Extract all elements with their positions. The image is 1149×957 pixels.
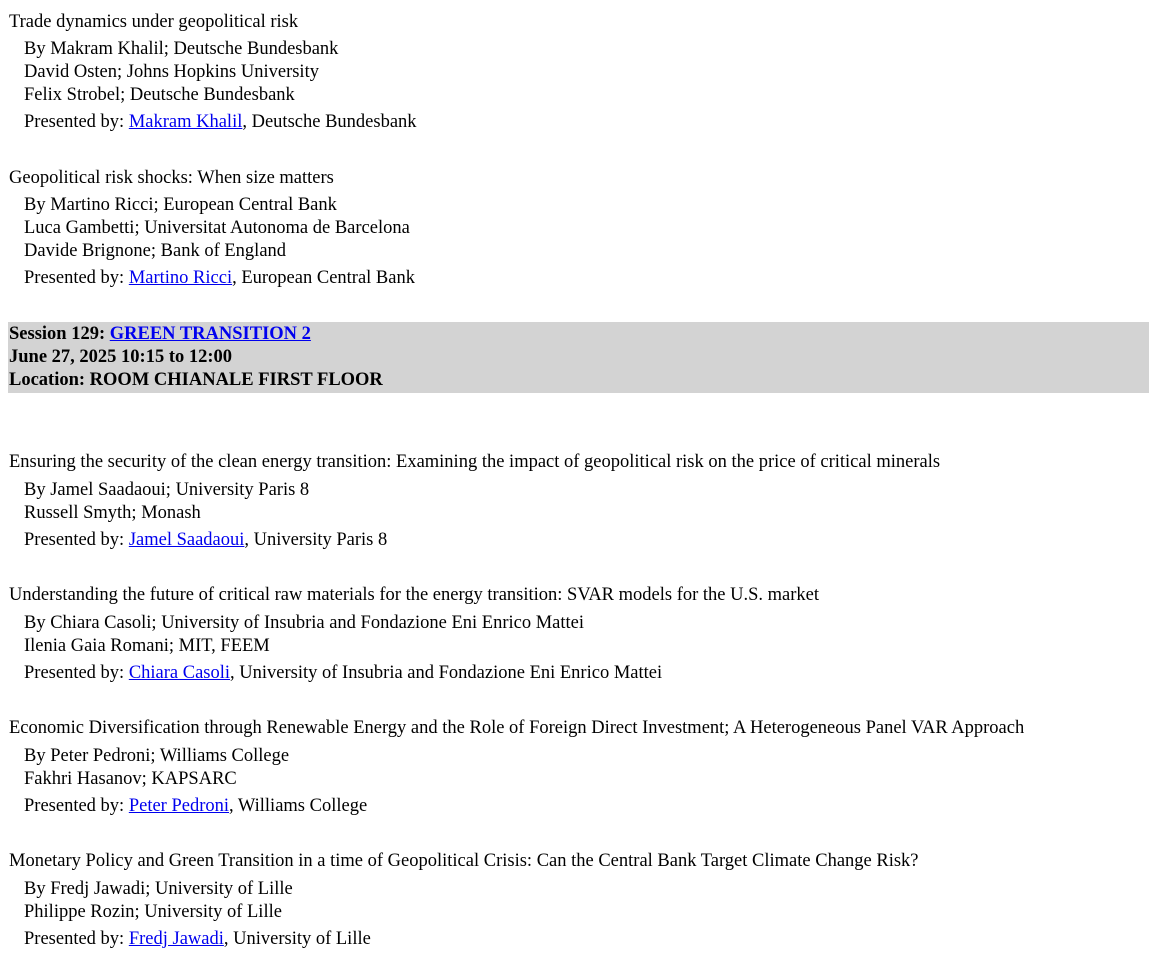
author-line: David Osten; Johns Hopkins University xyxy=(24,62,319,82)
author-line: Fakhri Hasanov; KAPSARC xyxy=(24,769,237,789)
session-number: Session 129: xyxy=(9,324,110,344)
author-line: By Martino Ricci; European Central Bank xyxy=(24,195,337,215)
presenter-link[interactable]: Makram Khalil xyxy=(128,112,243,132)
author-line: Russell Smyth; Monash xyxy=(24,503,201,523)
paper-entry xyxy=(9,451,1144,552)
author-line: Davide Brignone; Bank of England xyxy=(24,241,287,261)
author-line: By Chiara Casoli; University of Insubria and Fondazione Eni Enrico Mattei xyxy=(24,613,585,633)
presenter-affiliation: , University Paris 8 xyxy=(244,530,388,550)
presenter-link[interactable]: Peter Pedroni xyxy=(128,796,229,816)
author-line: Luca Gambetti; Universitat Autonoma de Barcelona xyxy=(24,218,410,238)
session-header xyxy=(8,322,1149,393)
presenter-affiliation: , Williams College xyxy=(229,796,368,816)
author-list xyxy=(9,474,1144,525)
presented-by-label: Presented by: xyxy=(24,530,129,550)
presenter-line xyxy=(9,267,1144,290)
presenter-line xyxy=(9,529,1144,552)
session-datetime: June 27, 2025 10:15 to 12:00 xyxy=(9,347,233,367)
paper-entry xyxy=(9,11,1144,134)
presenter-link[interactable]: Martino Ricci xyxy=(128,268,233,288)
author-list xyxy=(9,607,1144,658)
presenter-link[interactable]: Fredj Jawadi xyxy=(128,929,224,949)
paper-entry xyxy=(9,584,1144,685)
paper-entry xyxy=(9,167,1144,290)
paper-entry xyxy=(9,850,1144,951)
author-line: By Makram Khalil; Deutsche Bundesbank xyxy=(24,39,339,59)
presenter-line xyxy=(9,662,1144,685)
presented-by-label: Presented by: xyxy=(24,268,129,288)
presenter-line xyxy=(9,795,1144,818)
author-line: Philippe Rozin; University of Lille xyxy=(24,902,282,922)
author-list xyxy=(9,740,1144,791)
presented-by-label: Presented by: xyxy=(24,663,129,683)
author-list xyxy=(9,190,1144,263)
presented-by-label: Presented by: xyxy=(24,929,129,949)
presenter-affiliation: , University of Lille xyxy=(223,929,371,949)
paper-entry xyxy=(9,717,1144,818)
author-line: By Jamel Saadaoui; University Paris 8 xyxy=(24,480,310,500)
presenter-affiliation: , Deutsche Bundesbank xyxy=(242,112,417,132)
paper-title: Ensuring the security of the clean energy transition: Examining the impact of geopolitical risk on the price of critical minerals xyxy=(9,452,941,472)
paper-title: Monetary Policy and Green Transition in a time of Geopolitical Crisis: Can the Central Bank Target Climate Change Risk? xyxy=(9,851,919,871)
author-line: Ilenia Gaia Romani; MIT, FEEM xyxy=(24,636,270,656)
presenter-line xyxy=(9,928,1144,951)
paper-title: Economic Diversification through Renewable Energy and the Role of Foreign Direct Investment; A Heterogeneous Panel VAR Approach xyxy=(9,718,1025,738)
session-name-link[interactable]: GREEN TRANSITION 2 xyxy=(109,324,311,344)
presenter-affiliation: , European Central Bank xyxy=(232,268,415,288)
author-line: Felix Strobel; Deutsche Bundesbank xyxy=(24,85,295,105)
presenter-link[interactable]: Chiara Casoli xyxy=(128,663,231,683)
presented-by-label: Presented by: xyxy=(24,112,129,132)
paper-title: Geopolitical risk shocks: When size matters xyxy=(9,168,334,188)
author-list xyxy=(9,873,1144,924)
presenter-line xyxy=(9,111,1144,134)
paper-title: Understanding the future of critical raw materials for the energy transition: SVAR models for the U.S. market xyxy=(9,585,820,605)
author-list xyxy=(9,34,1144,107)
session-location: Location: ROOM CHIANALE FIRST FLOOR xyxy=(9,370,383,390)
presented-by-label: Presented by: xyxy=(24,796,129,816)
presenter-link[interactable]: Jamel Saadaoui xyxy=(128,530,245,550)
presenter-affiliation: , University of Insubria and Fondazione Eni Enrico Mattei xyxy=(230,663,663,683)
paper-title: Trade dynamics under geopolitical risk xyxy=(9,12,299,32)
author-line: By Fredj Jawadi; University of Lille xyxy=(24,879,293,899)
session-title-line xyxy=(8,323,1149,346)
author-line: By Peter Pedroni; Williams College xyxy=(24,746,290,766)
